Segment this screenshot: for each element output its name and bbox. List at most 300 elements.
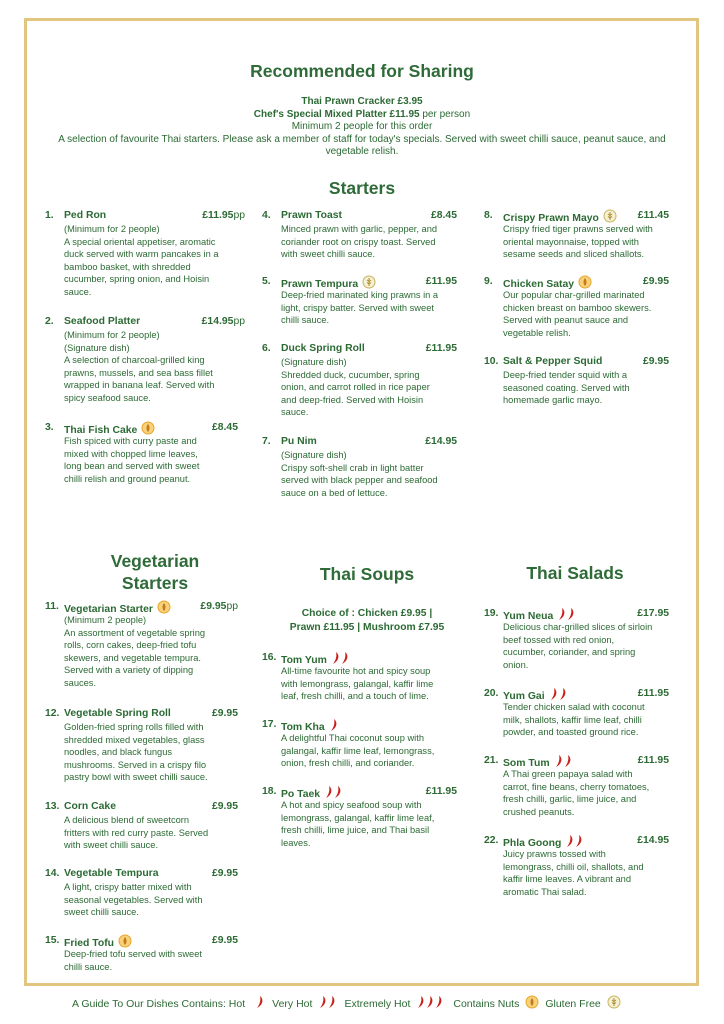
item-description-line: mixed with chopped lime leaves, [64,448,198,459]
item-price-suffix: pp [233,316,245,327]
item-price-value: £9.95 [211,801,238,812]
minimum-note: Minimum 2 people for this order [291,121,433,132]
item-description-line: A Thai green papaya salad with [503,769,633,779]
item-name [503,687,567,705]
very-hot-chili-icon [331,651,349,669]
item-name-text: Tom Yum [281,654,327,666]
item-description-line: duck served with warm pancakes in a [64,249,219,260]
nut-icon [118,934,132,952]
item-description [45,329,250,405]
item-description [262,223,459,261]
item-name-text: Pu Nim [281,436,317,447]
item-description [45,435,250,485]
menu-item-header [45,934,250,948]
item-description [262,289,459,327]
item-number: 8. [484,210,493,221]
item-description-line: chicken breast on bamboo skewers. [503,302,652,313]
item-name-text: Vegetable Spring Roll [64,708,171,719]
item-price-value: £8.45 [430,210,457,221]
item-number: 14. [45,868,60,879]
item-description [484,223,671,261]
item-number: 13. [45,801,60,812]
item-name [503,607,575,625]
item-description-line: crushed peanuts. [503,806,575,817]
item-description [484,848,671,898]
item-description-line: sesame seeds and sliced shallots. [503,249,645,260]
item-name [281,209,342,222]
item-description-line: chilli sauce. [281,315,330,326]
item-name [503,275,592,293]
soup-choice [272,607,462,635]
item-name-text: Vegetable Tempura [64,868,159,879]
menu-item [45,209,250,299]
hot-chili-icon [255,995,264,1012]
nut-icon [157,600,171,618]
item-price [212,707,238,720]
menu-item-header [262,275,459,289]
item-name [503,355,602,368]
item-number: 19. [484,608,499,619]
item-name-text: Phla Goong [503,837,562,849]
item-name [64,421,155,439]
item-description [45,881,250,919]
item-name-text: Salt & Pepper Squid [503,356,603,367]
item-number: 10. [484,356,499,367]
item-description-line: Golden-fried spring rolls filled with [64,722,204,732]
menu-item [262,275,459,327]
item-price [426,275,457,288]
item-name [64,707,171,720]
item-description-line: powder, and toasted ground rice. [503,727,639,738]
item-name-text: Fried Tofu [64,937,115,949]
item-description-line: Fish spiced with curry paste and [64,436,197,446]
menu-item [262,785,459,849]
item-description [45,721,250,784]
item-name [503,754,572,772]
item-price [643,275,669,288]
item-price [638,209,669,222]
item-description-line: fresh chilli, garlic, lime juice, and [503,794,637,805]
vegetarian-title-line2: Starters [121,573,189,593]
item-description-line: mushrooms. Served in a crispy filo [64,759,207,770]
hot-chili-icon [329,718,338,736]
item-price-value: £9.95 [211,868,238,879]
item-number: 22. [484,835,499,846]
item-description-line: long bean and served with sweet [64,461,200,472]
item-name-text: Yum Neua [503,610,554,622]
item-description-line: Crispy soft-shell crab in light batter [281,462,424,473]
item-description [484,289,671,339]
item-description-line: sauces. [64,677,97,688]
menu-item-header [484,275,671,289]
item-description [484,369,671,407]
item-description-line: galangal, kaffir lime leaf, lemongrass, [281,745,435,756]
item-description-line: prawns, mussels, and sea bass fillet [64,367,213,378]
item-name-text: Prawn Toast [281,210,343,221]
item-price-suffix: pp [226,601,238,612]
item-number: 6. [262,343,271,354]
item-description-line: An assortment of vegetable spring [64,627,206,638]
menu-item-header [484,754,671,768]
menu-item-header [45,867,250,881]
item-price-suffix: pp [233,210,245,221]
menu-item-header [262,435,459,449]
item-description-line: sauce. [64,286,92,297]
item-description-line: cucumber, spring onion, and Hoisin [64,274,210,285]
item-description [484,621,671,671]
item-description-line: A delightful Thai coconut soup with [281,733,424,743]
item-name [281,718,338,736]
item-price-value: £8.45 [211,422,238,433]
menu-item-header [262,342,459,356]
item-description-line: onion. [503,659,529,670]
menu-item [484,834,671,898]
item-name [64,209,106,222]
item-description [262,665,459,703]
item-description-line: Served with peanut sauce and [503,315,629,326]
item-price-value: £9.95 [642,356,669,367]
item-price [200,600,238,613]
item-price-value: £9.95 [200,601,227,612]
item-price [212,421,238,434]
item-name [64,800,116,813]
item-price-value: £14.95 [425,436,457,447]
menu-item-header [262,651,459,665]
item-number: 12. [45,708,60,719]
item-number: 11. [45,601,59,612]
item-description-line: fresh chilli, lime juice, and Thai basil [281,825,430,836]
item-description-line: fritters with red curry paste. Served [64,827,209,838]
item-description-line: (Minimum for 2 people) [64,224,160,234]
item-number: 20. [484,688,499,699]
item-description-line: Delicious char-grilled slices of sirloin [503,622,653,632]
menu-item-header [262,209,459,223]
item-price-value: £11.95 [425,276,457,287]
item-number: 15. [45,935,60,946]
item-name-text: Seafood Platter [64,316,141,327]
item-description-line: cucumber, coriander, and spring [503,647,636,658]
menu-item [484,209,671,261]
menu-item [484,355,671,407]
menu-item-header [484,834,671,848]
item-description-line: (Minimum for 2 people) [64,330,160,340]
menu-item-header [45,421,250,435]
item-description-line: A special oriental appetiser, aromatic [64,236,216,247]
item-description-line: aromatic Thai salad. [503,886,587,897]
menu-item-header [484,355,671,369]
soup-choice-line2: Prawn £11.95 | Mushroom £7.95 [289,622,445,633]
menu-item [45,707,250,784]
sharing-description: A selection of favourite Thai starters. Please ask a member of staff for today's specials. Served with sweet chilli sauce, peanut sauce, and [58,133,666,145]
item-description [45,614,250,690]
menu-item [484,754,671,818]
item-price-value: £11.95 [202,210,234,221]
item-description [45,223,250,299]
item-price [426,342,457,355]
item-description-line: served with black pepper and seafood [281,475,438,486]
gluten-free-icon [603,209,617,227]
menu-item [45,867,250,919]
gluten-free-icon [607,995,621,1012]
item-description-line: oriental mayonnaise, topped with [503,236,639,247]
item-description-line: (Signature dish) [281,357,347,367]
item-name-text: Vegetarian Starter [64,603,153,615]
soup-choice-line1: Choice of : Chicken £9.95 | [301,608,433,619]
item-description-line: A delicious blend of sweetcorn [64,815,190,825]
menu-item-header [45,209,250,223]
item-price [431,209,457,222]
item-description-line: pastry bowl with sweet chilli sauce. [64,772,208,783]
soups-title: Thai Soups [319,564,415,584]
item-name-text: Yum Gai [503,690,545,702]
nut-icon [141,421,155,439]
item-description-line: noodles, and black fungus [64,747,173,758]
item-description-line: Our popular char-grilled marinated [503,290,645,300]
menu-item-header [484,687,671,701]
item-number: 21. [484,755,499,766]
item-description-line: vegetable relish. [503,327,571,338]
item-price-value: £11.95 [637,755,669,766]
item-name-text: Duck Spring Roll [281,343,365,354]
item-name-text: Thai Fish Cake [64,424,138,436]
legend-extremely-hot: Extremely Hot [344,997,411,1010]
item-name-text: Ped Ron [64,210,107,221]
dish-guide-legend [72,995,621,1012]
item-description-line: All-time favourite hot and spicy soup [281,666,431,676]
item-description-line: chilli sauce. [64,961,113,972]
item-name [281,435,317,448]
item-description-line: lemongrass, galangal, kaffir lime leaf, [281,812,435,823]
item-price [212,800,238,813]
menu-item [45,600,250,690]
legend-intro: A Guide To Our Dishes Contains: Hot [72,997,246,1010]
item-description-line: leaf, fresh chilli, and a touch of lime. [281,691,429,702]
item-description-line: A light, crispy batter mixed with [64,882,192,892]
item-description-line: and deep-fried. Served with Hoisin [281,394,424,405]
item-price [212,867,238,880]
menu-item [45,800,250,852]
item-price-value: £9.95 [642,276,669,287]
menu-item [262,342,459,419]
item-name [281,651,349,669]
mixed-platter-suffix: per person [419,108,471,120]
item-name [281,275,376,293]
sharing-title: Recommended for Sharing [250,61,474,81]
menu-item-header [45,707,250,721]
item-price [638,687,669,700]
item-price-value: £11.95 [425,343,457,354]
menu-item [484,607,671,671]
item-description-line: sauce on a bed of lettuce. [281,487,388,498]
item-description-line: with sweet chilli sauce. [281,249,376,260]
item-name-text: Chicken Satay [503,278,575,290]
item-number: 16. [262,652,277,663]
item-description [262,732,459,770]
starters-title: Starters [328,178,396,198]
prawn-cracker-line: Thai Prawn Cracker £3.95 [301,96,423,107]
menu-item [45,421,250,485]
gluten-free-icon [362,275,376,293]
item-name-text: Corn Cake [64,801,116,812]
item-price [202,209,245,222]
item-number: 5. [262,276,271,287]
item-description-line: beef tossed with red onion, [503,634,615,645]
menu-item-header [484,209,671,223]
menu-item [45,934,250,973]
item-name-text: Tom Kha [281,721,325,733]
sharing-description-cont: vegetable relish. [325,146,399,157]
item-description-line: (Signature dish) [64,342,130,353]
menu-item-header [45,800,250,814]
item-description-line: Minced prawn with garlic, pepper, and [281,224,438,234]
very-hot-chili-icon [324,785,342,803]
nut-icon [578,275,592,293]
legend-gluten-free: Gluten Free [545,997,601,1010]
item-price-value: £9.95 [211,935,238,946]
item-description-line: Deep-fried tender squid with a [503,370,628,380]
menu-item-header [484,607,671,621]
item-description-line: with lemongrass, galangal, kaffir lime [281,678,434,689]
item-price [202,315,245,328]
item-name [64,600,171,618]
item-description-line: shredded mixed vegetables, glass [64,734,205,745]
item-number: 3. [45,422,54,433]
very-hot-chili-icon [554,754,572,772]
extremely-hot-chili-icon [416,995,443,1012]
item-description [484,768,671,818]
item-price-value: £9.95 [211,708,238,719]
item-description-line: Shredded duck, cucumber, spring [281,369,420,380]
menu-item [484,275,671,339]
legend-very-hot: Very Hot [272,997,313,1010]
item-description-line: sauce. [281,407,309,418]
item-description [262,449,459,499]
very-hot-chili-icon [557,607,575,625]
item-description-line: milk, shallots, kaffir lime leaf, chilli [503,714,642,725]
salads-title: Thai Salads [526,563,624,583]
item-description-line: Juicy prawns tossed with [503,849,606,859]
item-price [212,934,238,947]
item-description-line: skewers, and vegetable tempura. [64,652,201,663]
item-description-line: A selection of charcoal-grilled king [64,355,205,366]
mixed-platter-line [30,109,694,122]
item-description-line: spicy seafood sauce. [64,392,151,403]
item-description-line: chilli relish and ground peanut. [64,473,191,484]
menu-item [45,315,250,405]
item-number: 18. [262,786,277,797]
menu-item-header [262,718,459,732]
item-name [503,834,583,852]
very-hot-chili-icon [565,834,583,852]
vegetarian-title-line1: Vegetarian [110,551,200,571]
item-price [643,355,669,368]
menu-item [262,435,459,499]
item-description-line: Deep-fried tofu served with sweet [64,949,202,959]
item-description-line: lemongrass, chilli oil, shallots, and [503,861,644,872]
item-description-line: onion, fresh chilli, and coriander. [281,758,415,769]
item-name [281,785,342,803]
menu-item-header [45,315,250,329]
item-description-line: wrapped in banana leaf. Served with [64,380,215,391]
mixed-platter-name: Chef's Special Mixed Platter £11.95 [253,108,420,120]
menu-item [484,687,671,739]
item-name [281,342,365,355]
item-description-line: rolls, corn cakes, deep-fried tofu [64,640,197,651]
item-description-line: seasoned coating. Served with [503,382,630,393]
item-description-line: onion, and carrot rolled in rice paper [281,382,430,393]
menu-item-header [262,785,459,799]
item-price-value: £11.45 [637,210,669,221]
item-description-line: Deep-fried marinated king prawns in a [281,290,439,300]
item-price-value: £11.95 [425,786,457,797]
item-description-line: kaffir lime leaves. A vibrant and [503,874,631,885]
menu-item [262,718,459,770]
item-name-text: Som Tum [503,757,550,769]
item-name-text: Crispy Prawn Mayo [503,212,599,224]
item-name [64,934,132,952]
menu-item [262,651,459,703]
item-name-text: Po Taek [281,788,321,800]
item-number: 17. [262,719,277,730]
item-description-line: Crispy fried tiger prawns served with [503,224,653,234]
item-description-line: A hot and spicy seafood soup with [281,800,422,810]
item-price [426,785,457,798]
item-name [503,209,617,227]
item-description [262,799,459,849]
item-price-value: £11.95 [637,688,669,699]
item-number: 2. [45,316,54,327]
menu-item-header [45,600,250,614]
item-name [64,315,140,328]
item-description-line: Served with a variety of dipping [64,665,194,676]
legend-contains-nuts: Contains Nuts [453,997,520,1010]
item-description-line: (Signature dish) [281,450,347,460]
item-name-text: Prawn Tempura [281,278,359,290]
item-description [484,701,671,739]
item-number: 9. [484,276,493,287]
item-description [262,356,459,419]
very-hot-chili-icon [318,995,336,1012]
item-price-value: £17.95 [637,608,669,619]
item-description-line: (Minimum 2 people) [64,615,147,625]
menu-item [262,209,459,261]
nut-icon [525,995,539,1012]
item-description-line: light, crispy batter. Served with sweet [281,302,434,313]
item-description-line: leaves. [281,837,311,848]
item-description-line: carrot, fine beans, cherry tomatoes, [503,781,650,792]
sharing-section [30,96,694,159]
item-description-line: sweet chilli sauce. [64,907,139,918]
item-number: 4. [262,210,271,221]
item-description-line: homemade garlic mayo. [503,395,603,406]
item-price [425,435,457,448]
item-price [637,607,669,620]
item-price-value: £14.95 [201,316,234,327]
item-description-line: coriander root on crispy toast. Served [281,236,436,247]
item-number: 1. [45,210,54,221]
item-name [64,867,159,880]
item-description [45,814,250,852]
item-description-line: seasonal vegetables. Served with [64,894,203,905]
item-description-line: with sweet chilli sauce. [64,840,159,851]
item-price-value: £14.95 [637,835,669,846]
item-price [638,754,669,767]
item-description-line: Tender chicken salad with coconut [503,702,645,712]
item-price [637,834,669,847]
vegetarian-title [60,550,250,594]
very-hot-chili-icon [549,687,567,705]
item-description-line: bamboo basket, with shredded [64,261,191,272]
